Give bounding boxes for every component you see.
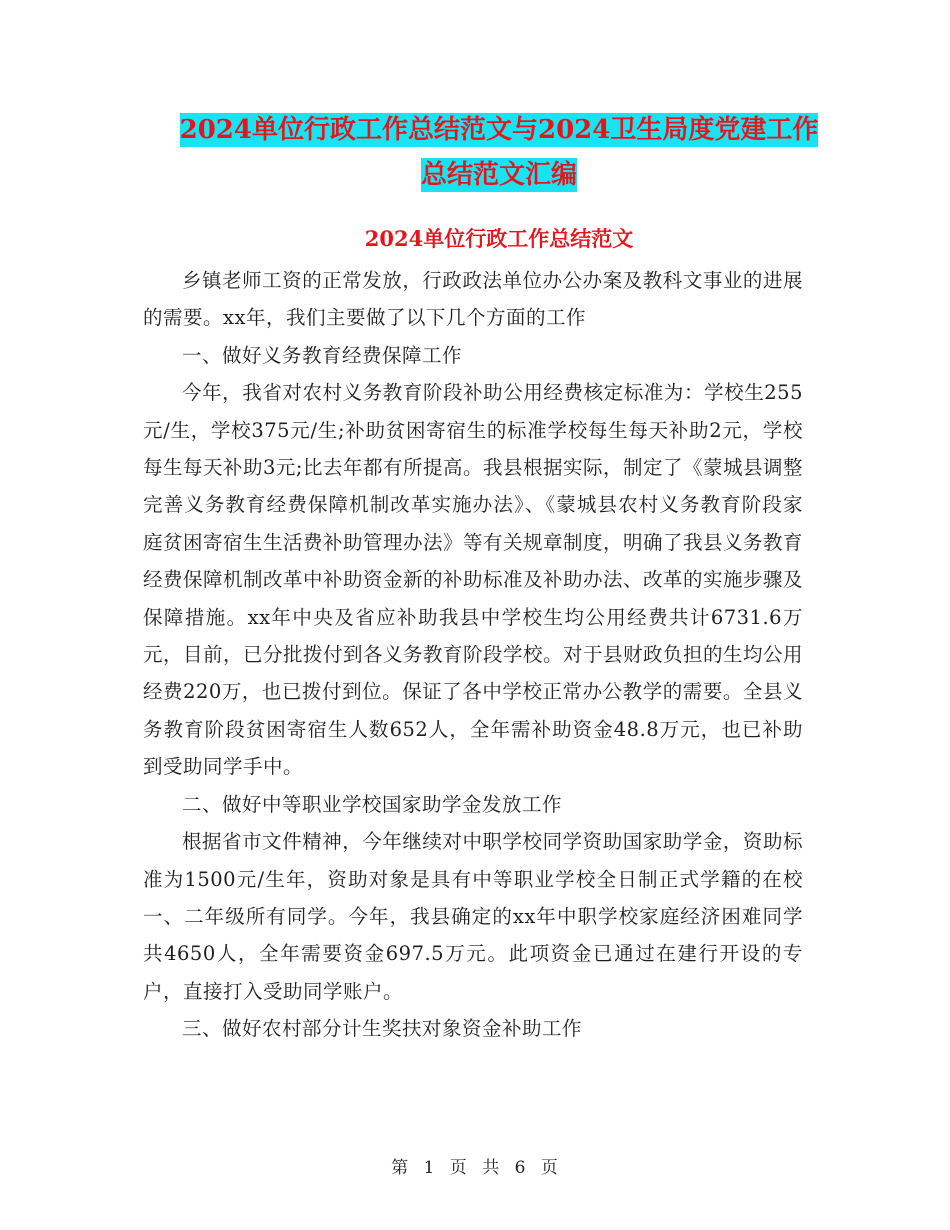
document-title-line-1: 2024单位行政工作总结范文与2024卫生局度党建工作 xyxy=(179,115,819,145)
paragraph-heading: 一、做好义务教育经费保障工作 xyxy=(182,343,463,367)
footer-suffix: 页 xyxy=(540,1158,559,1178)
section-title: 2024单位行政工作总结范文 xyxy=(364,226,634,251)
footer-total-prefix: 共 xyxy=(482,1158,501,1178)
paragraph-heading: 三、做好农村部分计生奖扶对象资金补助工作 xyxy=(182,1017,583,1041)
footer-mid: 页 xyxy=(449,1158,468,1178)
paragraph: 根据省市文件精神，今年继续对中职学校同学资助国家助学金，资助标准为1500元/生年，资助对象是具有中等职业学校全日制正式学籍的在校一、二年级所有同学。今年，我县确定的xx年中职学校家庭经济困难同学共4650人，全年需要资金697.5万元。此项资金已通过在建行开设的专户，直接打入受助同学账户。 xyxy=(143,830,803,1003)
footer-prefix: 第 xyxy=(391,1158,410,1178)
document-title xyxy=(140,108,858,198)
document-title-line-2: 总结范文汇编 xyxy=(420,160,577,190)
footer-current-page: 1 xyxy=(423,1158,436,1178)
paragraph: 今年，我省对农村义务教育阶段补助公用经费核定标准为：学校生255元/生，学校375元/生;补助贫困寄宿生的标准学校每生每天补助2元，学校每生每天补助3元;比去年都有所提高。我县根据实际，制定了《蒙城县调整完善义务教育经费保障机制改革实施办法》、《蒙城县农村义务教育阶段家庭贫困寄宿生生活费补助管理办法》等有关规章制度，明确了我县义务教育经费保障机制改革中补助资金新的补助标准及补助办法、改革的实施步骤及保障措施。xx年中央及省应补助我县中学校生均公用经费共计6731.6万元，目前，已分批拨付到各义务教育阶段学校。对于县财政负担的生均公用经费220万，也已拨付到位。保证了各中学校正常办公教学的需要。全县义务教育阶段贫困寄宿生人数652人，全年需补助资金48.8万元，也已补助到受助同学手中。 xyxy=(143,381,804,779)
paragraph-heading: 二、做好中等职业学校国家助学金发放工作 xyxy=(182,792,563,816)
footer-total-pages: 6 xyxy=(514,1158,527,1178)
document-body xyxy=(143,262,803,1048)
paragraph: 乡镇老师工资的正常发放，行政政法单位办公办案及教科文事业的进展的需要。xx年，我们主要做了以下几个方面的工作 xyxy=(143,269,803,330)
page-footer xyxy=(0,1153,950,1178)
